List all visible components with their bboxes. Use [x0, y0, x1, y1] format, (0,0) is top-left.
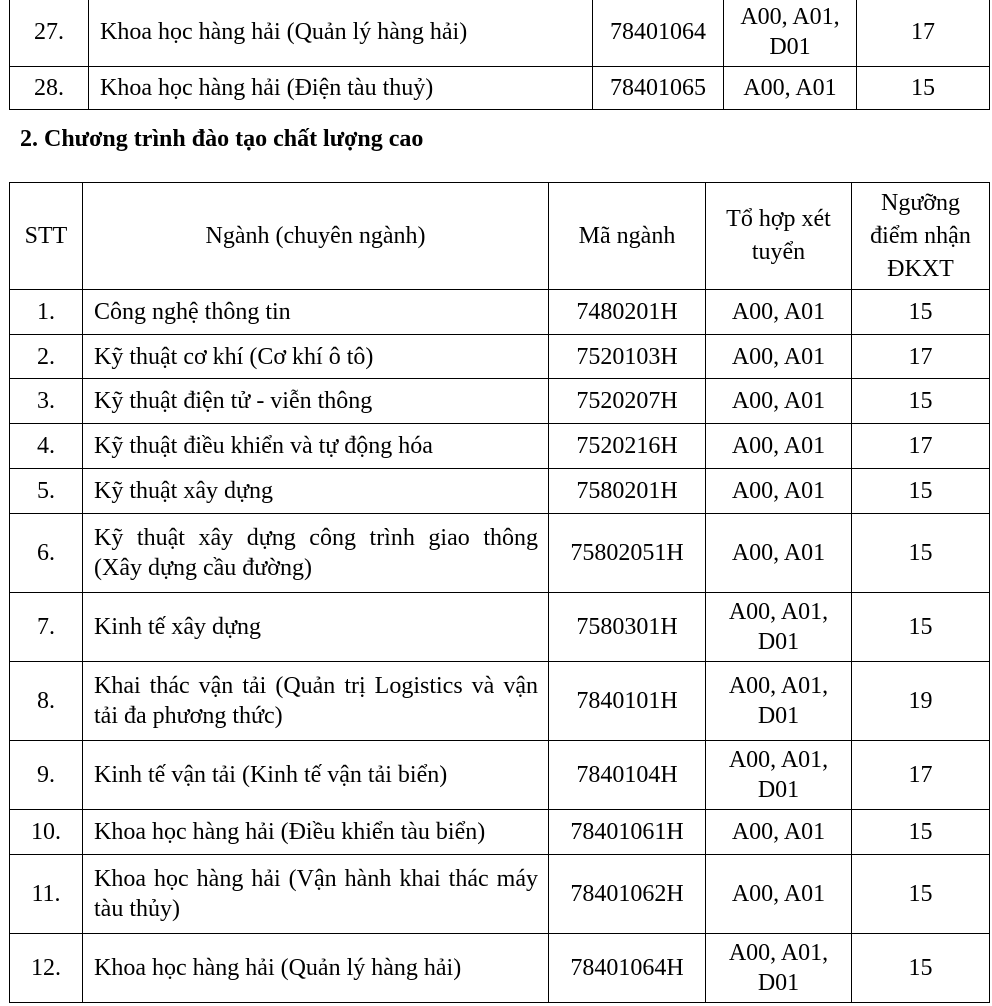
- stt-cell: 7.: [10, 593, 83, 662]
- subject-combo-cell: A00, A01, D01: [706, 741, 852, 810]
- major-name-cell: Kỹ thuật điều khiển và tự động hóa: [83, 424, 549, 469]
- stt-cell: 12.: [10, 934, 83, 1003]
- major-code-cell: 78401062H: [549, 855, 706, 934]
- major-name-cell: Khoa học hàng hải (Quản lý hàng hải): [89, 0, 593, 67]
- program-table-high-quality: [9, 182, 990, 1003]
- subject-combo-cell: A00, A01: [706, 379, 852, 424]
- header-stt: STT: [10, 183, 83, 290]
- major-name-cell: Khoa học hàng hải (Điện tàu thuỷ): [89, 67, 593, 110]
- major-code-cell: 7520207H: [549, 379, 706, 424]
- subject-combo-cell: A00, A01, D01: [706, 934, 852, 1003]
- table-row: [10, 469, 990, 514]
- threshold-score-cell: 15: [857, 67, 990, 110]
- table-row: [10, 514, 990, 593]
- major-name-cell: Khai thác vận tải (Quản trị Logistics và vận tải đa phương thức): [83, 662, 549, 741]
- stt-cell: 5.: [10, 469, 83, 514]
- subject-combo-cell: A00, A01: [724, 67, 857, 110]
- subject-combo-cell: A00, A01: [706, 469, 852, 514]
- stt-cell: 2.: [10, 335, 83, 379]
- header-major-name: Ngành (chuyên ngành): [83, 183, 549, 290]
- major-name-cell: Kinh tế xây dựng: [83, 593, 549, 662]
- threshold-score-cell: 15: [852, 469, 990, 514]
- threshold-score-cell: 19: [852, 662, 990, 741]
- table-row: [10, 934, 990, 1003]
- threshold-score-cell: 15: [852, 593, 990, 662]
- stt-cell: 4.: [10, 424, 83, 469]
- threshold-score-cell: 17: [852, 424, 990, 469]
- major-name-cell: Kỹ thuật xây dựng công trình giao thông (Xây dựng cầu đường): [83, 514, 549, 593]
- major-name-cell: Kinh tế vận tải (Kinh tế vận tải biển): [83, 741, 549, 810]
- major-code-cell: 7520216H: [549, 424, 706, 469]
- major-code-cell: 75802051H: [549, 514, 706, 593]
- threshold-score-cell: 15: [852, 514, 990, 593]
- major-code-cell: 7580201H: [549, 469, 706, 514]
- major-name-cell: Kỹ thuật xây dựng: [83, 469, 549, 514]
- major-code-cell: 7840101H: [549, 662, 706, 741]
- stt-cell: 1.: [10, 290, 83, 335]
- threshold-score-cell: 17: [852, 335, 990, 379]
- subject-combo-cell: A00, A01: [706, 514, 852, 593]
- stt-cell: 27.: [10, 0, 89, 67]
- major-code-cell: 7480201H: [549, 290, 706, 335]
- subject-combo-cell: A00, A01: [706, 810, 852, 855]
- table-row: [10, 67, 990, 110]
- stt-cell: 6.: [10, 514, 83, 593]
- major-name-cell: Kỹ thuật điện tử - viễn thông: [83, 379, 549, 424]
- major-name-cell: Khoa học hàng hải (Quản lý hàng hải): [83, 934, 549, 1003]
- major-code-cell: 78401064H: [549, 934, 706, 1003]
- major-name-cell: Kỹ thuật cơ khí (Cơ khí ô tô): [83, 335, 549, 379]
- table-row: [10, 424, 990, 469]
- major-name-cell: Công nghệ thông tin: [83, 290, 549, 335]
- table-row: [10, 662, 990, 741]
- section-heading: 2. Chương trình đào tạo chất lượng cao: [20, 126, 424, 152]
- major-code-cell: 78401065: [593, 67, 724, 110]
- header-major-code: Mã ngành: [549, 183, 706, 290]
- threshold-score-cell: 15: [852, 810, 990, 855]
- header-subject-combo: Tổ hợp xét tuyển: [706, 183, 852, 290]
- program-table-standard-continued: [9, 0, 990, 110]
- major-code-cell: 78401061H: [549, 810, 706, 855]
- major-code-cell: 7580301H: [549, 593, 706, 662]
- subject-combo-cell: A00, A01: [706, 855, 852, 934]
- stt-cell: 28.: [10, 67, 89, 110]
- table-row: [10, 335, 990, 379]
- subject-combo-cell: A00, A01, D01: [706, 662, 852, 741]
- table-row: [10, 379, 990, 424]
- subject-combo-cell: A00, A01: [706, 424, 852, 469]
- table-row: [10, 0, 990, 67]
- major-code-cell: 7840104H: [549, 741, 706, 810]
- stt-cell: 3.: [10, 379, 83, 424]
- table-header-row: [10, 183, 990, 290]
- subject-combo-cell: A00, A01, D01: [724, 0, 857, 67]
- threshold-score-cell: 17: [857, 0, 990, 67]
- threshold-score-cell: 15: [852, 855, 990, 934]
- threshold-score-cell: 15: [852, 290, 990, 335]
- major-code-cell: 78401064: [593, 0, 724, 67]
- header-threshold-score: Ngưỡng điểm nhận ĐKXT: [852, 183, 990, 290]
- table-row: [10, 593, 990, 662]
- subject-combo-cell: A00, A01, D01: [706, 593, 852, 662]
- subject-combo-cell: A00, A01: [706, 290, 852, 335]
- table-row: [10, 810, 990, 855]
- subject-combo-cell: A00, A01: [706, 335, 852, 379]
- threshold-score-cell: 15: [852, 934, 990, 1003]
- threshold-score-cell: 17: [852, 741, 990, 810]
- major-name-cell: Khoa học hàng hải (Vận hành khai thác máy tàu thủy): [83, 855, 549, 934]
- table-row: [10, 855, 990, 934]
- table-row: [10, 290, 990, 335]
- major-code-cell: 7520103H: [549, 335, 706, 379]
- major-name-cell: Khoa học hàng hải (Điều khiển tàu biển): [83, 810, 549, 855]
- table-row: [10, 741, 990, 810]
- stt-cell: 10.: [10, 810, 83, 855]
- stt-cell: 11.: [10, 855, 83, 934]
- stt-cell: 8.: [10, 662, 83, 741]
- threshold-score-cell: 15: [852, 379, 990, 424]
- stt-cell: 9.: [10, 741, 83, 810]
